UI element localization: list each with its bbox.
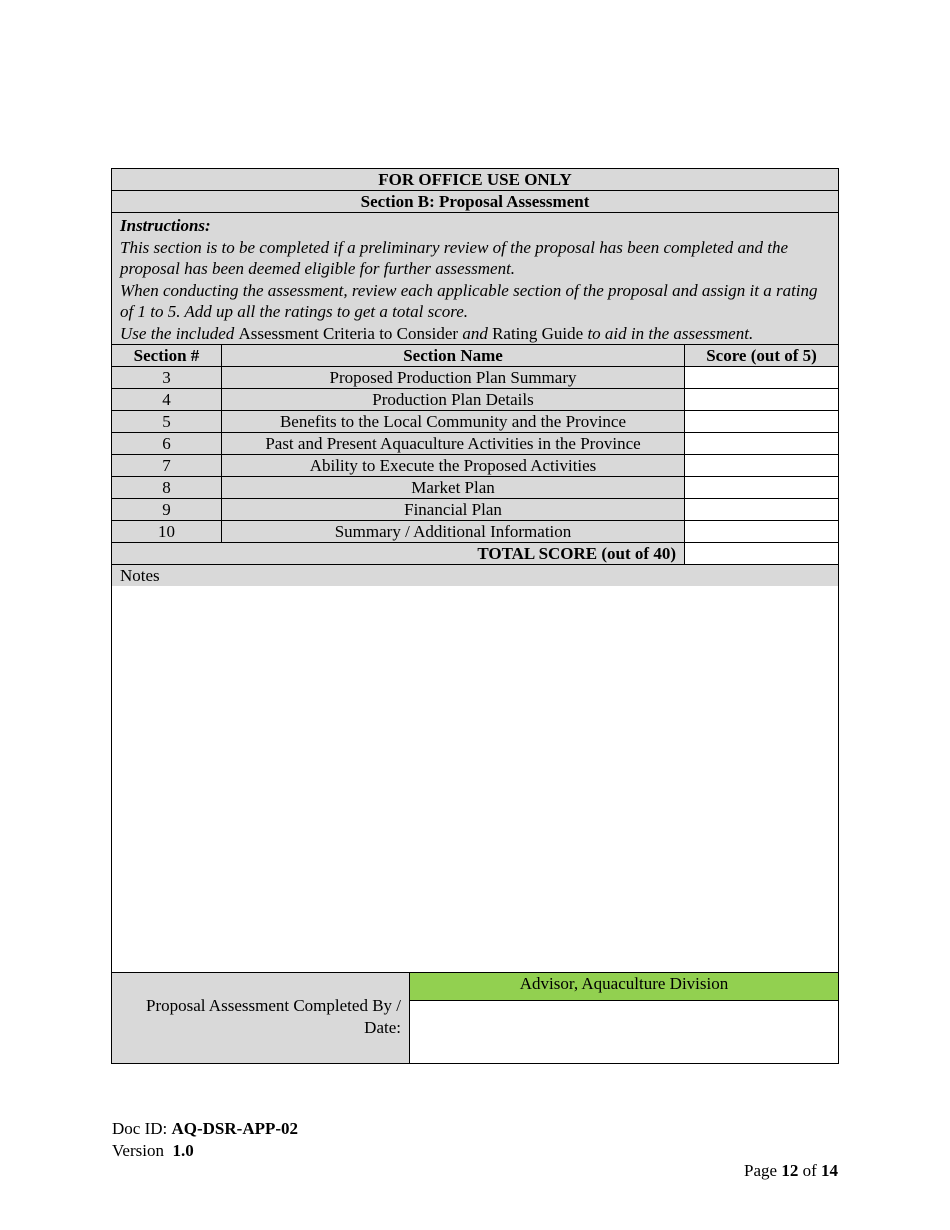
notes-input[interactable] — [112, 586, 839, 973]
doc-id — [112, 1118, 298, 1140]
score-input[interactable] — [685, 477, 839, 499]
rating-guide-reference: Rating Guide — [492, 323, 584, 343]
page-total: 14 — [821, 1161, 838, 1180]
completed-by-input[interactable] — [410, 1001, 839, 1064]
section-name: Market Plan — [222, 477, 685, 499]
section-num: 5 — [112, 411, 222, 433]
table-row — [112, 411, 839, 433]
instructions-para-3 — [120, 323, 830, 345]
table-row — [112, 433, 839, 455]
version-value: 1.0 — [172, 1141, 194, 1160]
column-header-row — [112, 345, 839, 367]
section-name: Summary / Additional Information — [222, 521, 685, 543]
doc-footer — [112, 1118, 298, 1162]
page-label: Page — [744, 1161, 782, 1180]
col-header-score: Score (out of 5) — [685, 345, 839, 367]
instructions-block — [112, 213, 839, 345]
assessment-table — [111, 168, 839, 973]
section-num: 4 — [112, 389, 222, 411]
col-header-section-num: Section # — [112, 345, 222, 367]
version — [112, 1140, 298, 1162]
instructions-text: and — [458, 323, 493, 343]
score-input[interactable] — [685, 367, 839, 389]
signature-table — [111, 972, 839, 1064]
page-number — [744, 1160, 838, 1182]
instructions-label: Instructions: — [120, 216, 211, 235]
section-num: 9 — [112, 499, 222, 521]
section-name: Production Plan Details — [222, 389, 685, 411]
page-current: 12 — [781, 1161, 799, 1180]
total-row — [112, 543, 839, 565]
completed-by-label: Proposal Assessment Completed By / Date: — [112, 973, 410, 1064]
doc-id-value: AQ-DSR-APP-02 — [171, 1119, 299, 1138]
instructions-text: to aid in the assessment. — [583, 323, 754, 343]
section-name: Financial Plan — [222, 499, 685, 521]
total-score-input[interactable] — [685, 543, 839, 565]
score-input[interactable] — [685, 389, 839, 411]
table-row — [112, 389, 839, 411]
section-num: 8 — [112, 477, 222, 499]
table-row — [112, 455, 839, 477]
page-of: of — [798, 1161, 821, 1180]
col-header-section-name: Section Name — [222, 345, 685, 367]
table-row — [112, 499, 839, 521]
total-score-label: TOTAL SCORE (out of 40) — [112, 543, 685, 565]
instructions-para-2: When conducting the assessment, review each applicable section of the proposal and assign it a rating of 1 to 5. Add up all the ratings to get a total score. — [120, 280, 818, 321]
version-label: Version — [112, 1141, 173, 1160]
instructions-text: Use the included — [120, 323, 239, 343]
section-name: Ability to Execute the Proposed Activities — [222, 455, 685, 477]
section-num: 7 — [112, 455, 222, 477]
section-name: Benefits to the Local Community and the Province — [222, 411, 685, 433]
score-input[interactable] — [685, 499, 839, 521]
notes-label: Notes — [112, 565, 839, 587]
table-row — [112, 521, 839, 543]
advisor-role-header: Advisor, Aquaculture Division — [410, 973, 839, 1001]
section-name: Past and Present Aquaculture Activities in the Province — [222, 433, 685, 455]
score-input[interactable] — [685, 455, 839, 477]
section-num: 3 — [112, 367, 222, 389]
section-num: 6 — [112, 433, 222, 455]
criteria-reference: Assessment Criteria to Consider — [238, 323, 459, 343]
doc-id-label: Doc ID: — [112, 1119, 172, 1138]
section-title: Section B: Proposal Assessment — [112, 191, 839, 213]
score-input[interactable] — [685, 411, 839, 433]
score-input[interactable] — [685, 433, 839, 455]
instructions-para-1: This section is to be completed if a preliminary review of the proposal has been completed and the proposal has been deemed eligible for further assessment. — [120, 237, 789, 278]
section-name: Proposed Production Plan Summary — [222, 367, 685, 389]
table-row — [112, 367, 839, 389]
section-num: 10 — [112, 521, 222, 543]
office-use-header: FOR OFFICE USE ONLY — [112, 169, 839, 191]
table-row — [112, 477, 839, 499]
score-input[interactable] — [685, 521, 839, 543]
